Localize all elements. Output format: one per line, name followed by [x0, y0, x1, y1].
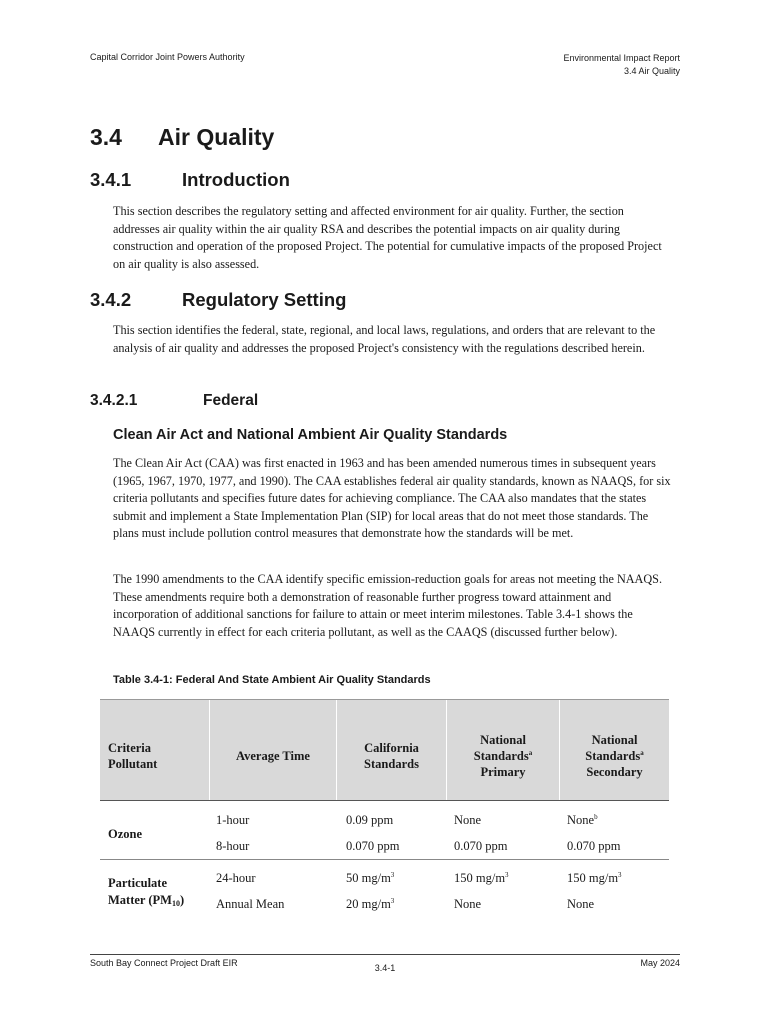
intro-title: Introduction: [182, 169, 290, 190]
header-text: Secondary: [586, 765, 643, 779]
header-national-secondary: [560, 732, 669, 780]
intro-paragraph: This section describes the regulatory setting and affected environment for air quality. Further, the section addresses air quality within the air quality RSA and describes the potential impacts on air quality during construction and operation of the proposed Project. The potential for cumulative impacts of the proposed Project on air quality is also assessed.: [113, 204, 662, 271]
superscript: 3: [505, 870, 509, 879]
footnote-marker: b: [594, 812, 598, 821]
ozone-1hr-ca: 0.09 ppm: [346, 813, 394, 827]
header-average-time: Average Time: [236, 749, 310, 763]
cell-text: Particulate: [108, 876, 168, 890]
pm10-24hr-time: 24-hour: [216, 871, 256, 885]
running-header-right-line1: Environmental Impact Report: [563, 53, 680, 63]
header-text: Standards: [364, 757, 419, 771]
regulatory-title: Regulatory Setting: [182, 289, 347, 310]
header-text: Primary: [480, 765, 526, 779]
caa-paragraph-1: The Clean Air Act (CAA) was first enacted in 1963 and has been amended numerous times in subsequent years (1965, 1967, 1970, 1977, and 1990). The CAA establishes federal air quality standards, known as NAAQS, for six criteria pollutants and specifies future dates for achieving compliance. The CAA also mandates that the states submit and implement a State Implementation Plan (SIP) for local areas that do not meet those standards. The plans must include pollution control measures that demonstrate how the standards will be met.: [113, 456, 671, 540]
cell-text: 150 mg/m: [567, 871, 619, 885]
ozone-1hr-secondary: [567, 813, 598, 828]
pollutant-ozone: Ozone: [108, 827, 143, 841]
federal-number: 3.4.2.1: [90, 392, 138, 409]
header-california-standards: [337, 740, 446, 772]
cell-text: 50 mg/m: [346, 871, 391, 885]
superscript: 3: [390, 870, 395, 879]
section-number: 3.4: [90, 124, 122, 150]
header-text: Pollutant: [108, 757, 158, 771]
running-header-left: Capital Corridor Joint Powers Authority: [90, 52, 245, 62]
ozone-8hr-ca: 0.070 ppm: [346, 839, 400, 853]
header-text: [447, 748, 559, 764]
ozone-8hr-secondary: 0.070 ppm: [567, 839, 621, 853]
header-text: Criteria: [108, 741, 152, 755]
running-header-right-line2: 3.4 Air Quality: [623, 66, 680, 76]
header-text: California: [364, 741, 419, 755]
pm10-annual-primary: None: [454, 897, 482, 911]
header-text: [560, 748, 669, 764]
ozone-8hr-primary: 0.070 ppm: [454, 839, 508, 853]
header-text: National: [591, 733, 638, 747]
section-title: Air Quality: [158, 124, 275, 150]
intro-heading: [90, 169, 290, 191]
table-header-row: [100, 699, 669, 801]
regulatory-number: 3.4.2: [90, 289, 132, 310]
cell-text: 20 mg/m: [346, 897, 391, 911]
intro-number: 3.4.1: [90, 169, 132, 190]
header-national-primary: [447, 732, 559, 780]
cell-text: Matter (PM: [108, 893, 172, 907]
table-caption: Table 3.4-1: Federal And State Ambient Air Quality Standards: [113, 674, 431, 686]
footnote-marker: a: [640, 748, 644, 757]
footnote-marker: a: [528, 748, 533, 757]
header-text: Standards: [473, 749, 529, 763]
footer-rule: [90, 954, 680, 955]
federal-title: Federal: [203, 392, 259, 409]
section-heading: [90, 124, 274, 151]
ozone-1hr-primary: None: [454, 813, 482, 827]
caa-subheading: Clean Air Act and National Ambient Air Quality Standards: [113, 427, 508, 443]
running-header-right: [563, 52, 680, 78]
pm10-24hr-ca: [346, 871, 394, 886]
footer-left: South Bay Connect Project Draft EIR: [90, 958, 238, 968]
row-divider: [100, 859, 669, 860]
federal-heading: [90, 392, 258, 410]
page-number: 3.4-1: [374, 963, 396, 973]
caa-paragraph-2: The 1990 amendments to the CAA identify specific emission-reduction goals for areas not meeting the NAAQS. These amendments require both a demonstration of reasonable further progress toward attainment and incorporation of additional sanctions for failure to attain or meet interim milestones. Table 3.4-1 shows the NAAQS currently in effect for each criteria pollutant, as well as the CAAQS (discussed further below).: [113, 572, 662, 639]
pollutant-pm10: [108, 875, 184, 910]
regulatory-paragraph: This section identifies the federal, state, regional, and local laws, regulations, and orders that are relevant to the analysis of air quality and addresses the proposed Project's consistency with the regulations described herein.: [113, 323, 656, 355]
pm10-annual-secondary: None: [567, 897, 595, 911]
ozone-1hr-time: 1-hour: [216, 813, 250, 827]
pm10-24hr-secondary: [567, 871, 622, 886]
footer-date: May 2024: [640, 958, 680, 968]
pm10-annual-time: Annual Mean: [216, 897, 285, 911]
header-text: National: [480, 733, 526, 747]
subscript: 10: [171, 899, 180, 908]
superscript: 3: [390, 896, 395, 905]
header-criteria-pollutant: [108, 740, 157, 772]
ozone-8hr-time: 8-hour: [216, 839, 250, 853]
header-text: Standards: [585, 749, 641, 763]
cell-text: None: [567, 813, 595, 827]
superscript: 3: [618, 870, 622, 879]
cell-text: ): [179, 893, 185, 907]
cell-text: 150 mg/m: [454, 871, 506, 885]
pm10-annual-ca: [346, 897, 394, 912]
cell-text: [108, 892, 184, 910]
regulatory-heading: [90, 289, 346, 311]
pm10-24hr-primary: [454, 871, 509, 886]
